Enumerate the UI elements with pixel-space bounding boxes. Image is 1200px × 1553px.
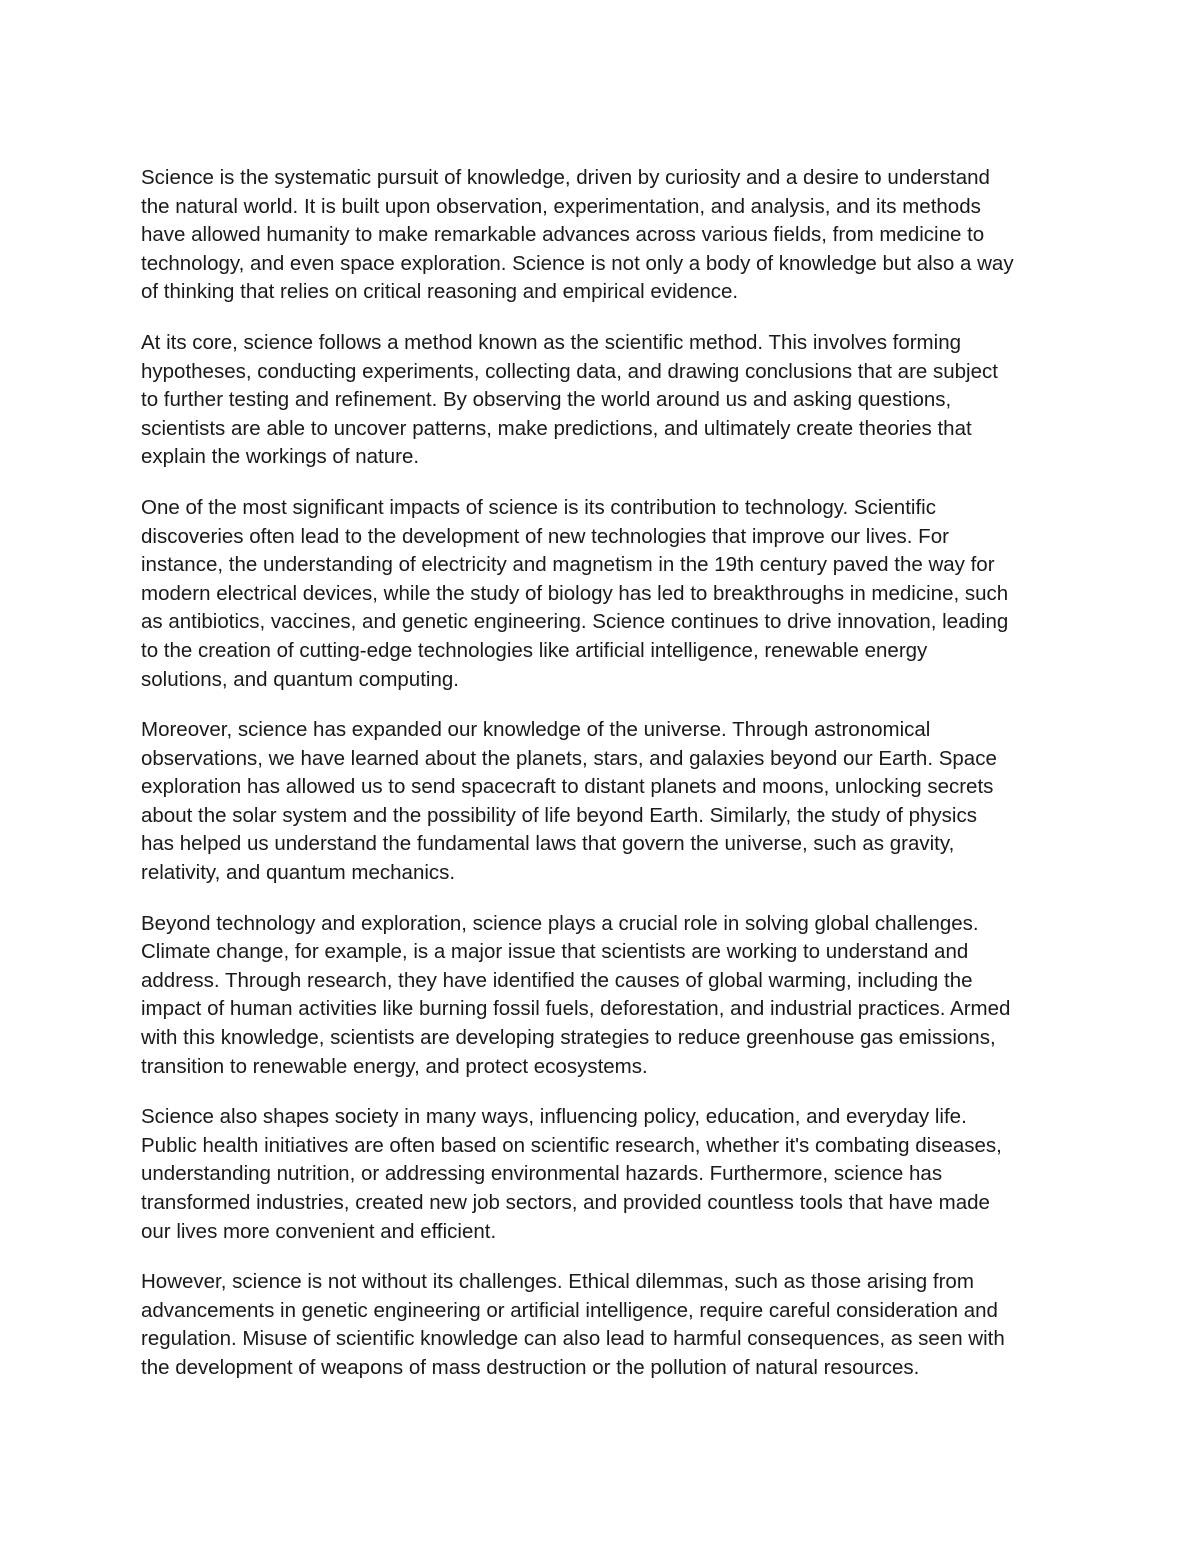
text-line: Beyond technology and exploration, science plays a crucial role in solving global challenges. [141,911,979,935]
text-line: Science also shapes society in many ways, influencing policy, education, and everyday life. [141,1105,967,1129]
text-line: transition to renewable energy, and protect ecosystems. [141,1054,648,1078]
text-line: Science is the systematic pursuit of knowledge, driven by curiosity and a desire to understand [141,166,990,189]
text-line: solutions, and quantum computing. [141,667,459,691]
text-line: with this knowledge, scientists are developing strategies to reduce greenhouse gas emissions, [141,1026,996,1050]
text-line: address. Through research, they have identified the causes of global warming, including the [141,968,973,992]
text-line: instance, the understanding of electricity and magnetism in the 19th century paved the way for [141,553,995,577]
text-line: modern electrical devices, while the study of biology has led to breakthroughs in medicine, such [141,581,1009,605]
paragraph-4 [141,716,1066,888]
text-line: hypotheses, conducting experiments, collecting data, and drawing conclusions that are subject [141,359,998,383]
text-line: our lives more convenient and efficient. [141,1219,497,1243]
paragraph-5 [141,910,1066,1082]
paragraph-1 [141,164,1066,307]
paragraph-2 [141,329,1066,472]
paragraph-6 [141,1103,1066,1246]
text-line: exploration has allowed us to send spacecraft to distant planets and moons, unlocking secrets [141,775,994,799]
text-line: transformed industries, created new job sectors, and provided countless tools that have made [141,1191,990,1214]
text-line: impact of human activities like burning fossil fuels, deforestation, and industrial practices. Armed [141,997,1011,1021]
text-line: has helped us understand the fundamental laws that govern the universe, such as gravity, [141,832,955,856]
text-line: Climate change, for example, is a major issue that scientists are working to understand and [141,940,969,964]
text-line: Public health initiatives are often based on scientific research, whether it's combating diseases, [141,1133,1002,1157]
text-line: discoveries often lead to the development of new technologies that improve our lives. For [141,524,949,548]
text-line: observations, we have learned about the planets, stars, and galaxies beyond our Earth. Space [141,746,997,770]
text-line: have allowed humanity to make remarkable advances across various fields, from medicine to [141,223,985,247]
paragraph-7 [141,1268,1066,1382]
text-line: advancements in genetic engineering or artificial intelligence, require careful consideration and [141,1298,998,1322]
text-line: understanding nutrition, or addressing environmental hazards. Furthermore, science has [141,1162,943,1186]
text-line: the development of weapons of mass destruction or the pollution of natural resources. [141,1355,920,1379]
text-line: However, science is not without its challenges. Ethical dilemmas, such as those arising from [141,1270,974,1294]
paragraph-3 [141,494,1066,694]
text-line: about the solar system and the possibility of life beyond Earth. Similarly, the study of physics [141,803,977,827]
text-line: as antibiotics, vaccines, and genetic engineering. Science continues to drive innovation, leading [141,610,1009,634]
text-line: regulation. Misuse of scientific knowledge can also lead to harmful consequences, as seen with [141,1327,1005,1351]
text-line: to the creation of cutting-edge technologies like artificial intelligence, renewable energy [141,638,928,662]
text-line: scientists are able to uncover patterns, make predictions, and ultimately create theories that [141,416,972,440]
text-line: to further testing and refinement. By observing the world around us and asking questions, [141,388,952,412]
text-line: One of the most significant impacts of science is its contribution to technology. Scientific [141,495,936,519]
document-body [141,164,1066,1405]
text-line: Moreover, science has expanded our knowledge of the universe. Through astronomical [141,718,931,742]
text-line: relativity, and quantum mechanics. [141,861,456,885]
text-line: At its core, science follows a method known as the scientific method. This involves forming [141,330,961,354]
text-line: of thinking that relies on critical reasoning and empirical evidence. [141,280,739,304]
text-line: technology, and even space exploration. Science is not only a body of knowledge but also a way [141,251,1014,275]
text-line: the natural world. It is built upon observation, experimentation, and analysis, and its methods [141,194,981,218]
text-line: explain the workings of nature. [141,445,420,469]
